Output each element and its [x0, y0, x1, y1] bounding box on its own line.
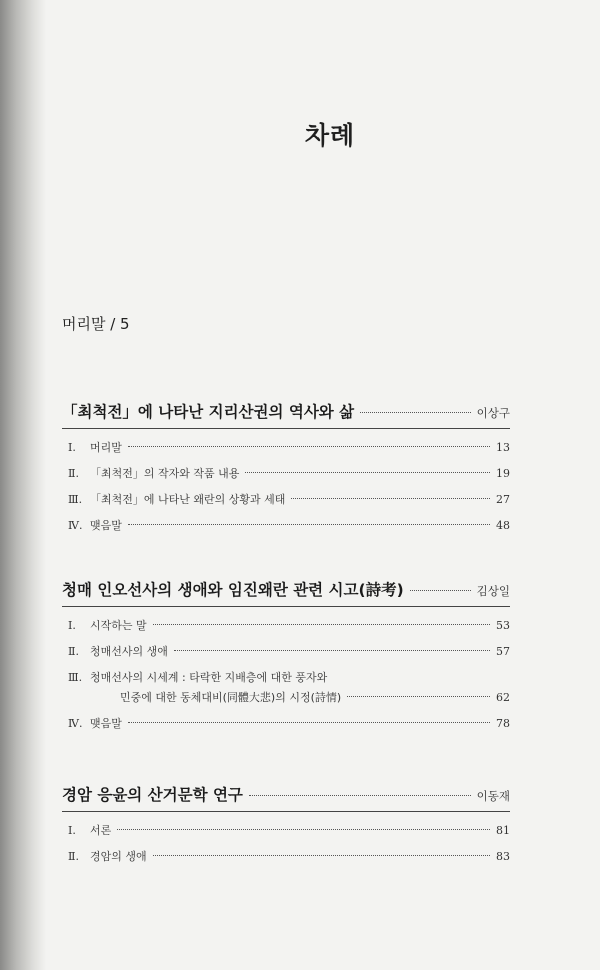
- toc-entry: [62, 643, 510, 669]
- chapter-rule: [62, 811, 510, 812]
- dot-leader: [128, 524, 490, 525]
- entry-number: Ⅱ.: [68, 467, 79, 480]
- toc-entry: [62, 715, 510, 741]
- toc-entry-continuation: [62, 689, 510, 715]
- entry-page: 83: [496, 850, 510, 863]
- entry-title: 청매선사의 시세계 : 타락한 지배층에 대한 풍자와: [90, 671, 328, 684]
- entry-page: 53: [496, 619, 510, 632]
- chapter-2: [62, 578, 510, 741]
- dot-leader: [347, 696, 490, 697]
- page-title: 차례: [304, 121, 356, 150]
- chapter-rule: [62, 428, 510, 429]
- entry-title: 맺음말: [90, 717, 122, 730]
- chapter-heading: [62, 783, 510, 807]
- entry-title: 「최척전」에 나타난 왜란의 상황과 세태: [90, 493, 286, 506]
- toc-entry: [62, 822, 510, 848]
- chapter-title: 「최척전」에 나타난 지리산권의 역사와 삶: [62, 403, 355, 421]
- entry-title: 「최척전」의 작자와 작품 내용: [90, 467, 240, 480]
- dot-leader: [410, 590, 471, 591]
- entry-page: 81: [496, 824, 510, 837]
- preface-entry: 머리말 / 5: [62, 315, 130, 333]
- dot-leader: [245, 472, 490, 473]
- dot-leader: [117, 829, 490, 830]
- entry-title: 청매선사의 생애: [90, 645, 168, 658]
- entry-page: 57: [496, 645, 510, 658]
- dot-leader: [360, 412, 471, 413]
- toc-entry: [62, 517, 510, 543]
- chapter-heading: [62, 578, 510, 602]
- entry-number: Ⅰ.: [68, 619, 76, 632]
- chapter-author: 이상구: [476, 406, 510, 420]
- chapter-3: [62, 783, 510, 874]
- entry-title: 머리말: [90, 441, 122, 454]
- dot-leader: [153, 624, 490, 625]
- entry-page: 62: [496, 691, 510, 704]
- entry-title: 시작하는 말: [90, 619, 147, 632]
- dot-leader: [249, 795, 471, 796]
- toc-entry: [62, 669, 510, 689]
- toc-entry: [62, 491, 510, 517]
- entry-number: Ⅰ.: [68, 441, 76, 454]
- entry-number: Ⅰ.: [68, 824, 76, 837]
- dot-leader: [128, 446, 490, 447]
- entry-number: Ⅲ.: [68, 671, 83, 684]
- entry-title: 맺음말: [90, 519, 122, 532]
- toc-entry: [62, 439, 510, 465]
- dot-leader: [128, 722, 490, 723]
- toc-entry: [62, 465, 510, 491]
- chapter-rule: [62, 606, 510, 607]
- entry-page: 19: [496, 467, 510, 480]
- toc-entry: [62, 617, 510, 643]
- entry-page: 78: [496, 717, 510, 730]
- entry-number: Ⅱ.: [68, 850, 79, 863]
- chapter-heading: [62, 400, 510, 424]
- entry-title: 민중에 대한 동체대비(同體大悲)의 시정(詩情): [120, 691, 342, 704]
- toc-entry: [62, 848, 510, 874]
- entry-number: Ⅳ.: [68, 717, 83, 730]
- entry-number: Ⅲ.: [68, 493, 83, 506]
- dot-leader: [291, 498, 490, 499]
- chapter-author: 김상일: [476, 584, 510, 598]
- entry-page: 13: [496, 441, 510, 454]
- chapter-title: 청매 인오선사의 생애와 임진왜란 관련 시고(詩考): [62, 581, 404, 599]
- entry-page: 27: [496, 493, 510, 506]
- entry-title: 서론: [90, 824, 112, 837]
- entry-page: 48: [496, 519, 510, 532]
- chapter-title: 경암 응윤의 산거문학 연구: [62, 786, 243, 804]
- entry-title: 경암의 생애: [90, 850, 147, 863]
- dot-leader: [153, 855, 490, 856]
- entry-number: Ⅱ.: [68, 645, 79, 658]
- chapter-1: [62, 400, 510, 543]
- dot-leader: [174, 650, 490, 651]
- chapter-author: 이동재: [476, 789, 510, 803]
- entry-number: Ⅳ.: [68, 519, 83, 532]
